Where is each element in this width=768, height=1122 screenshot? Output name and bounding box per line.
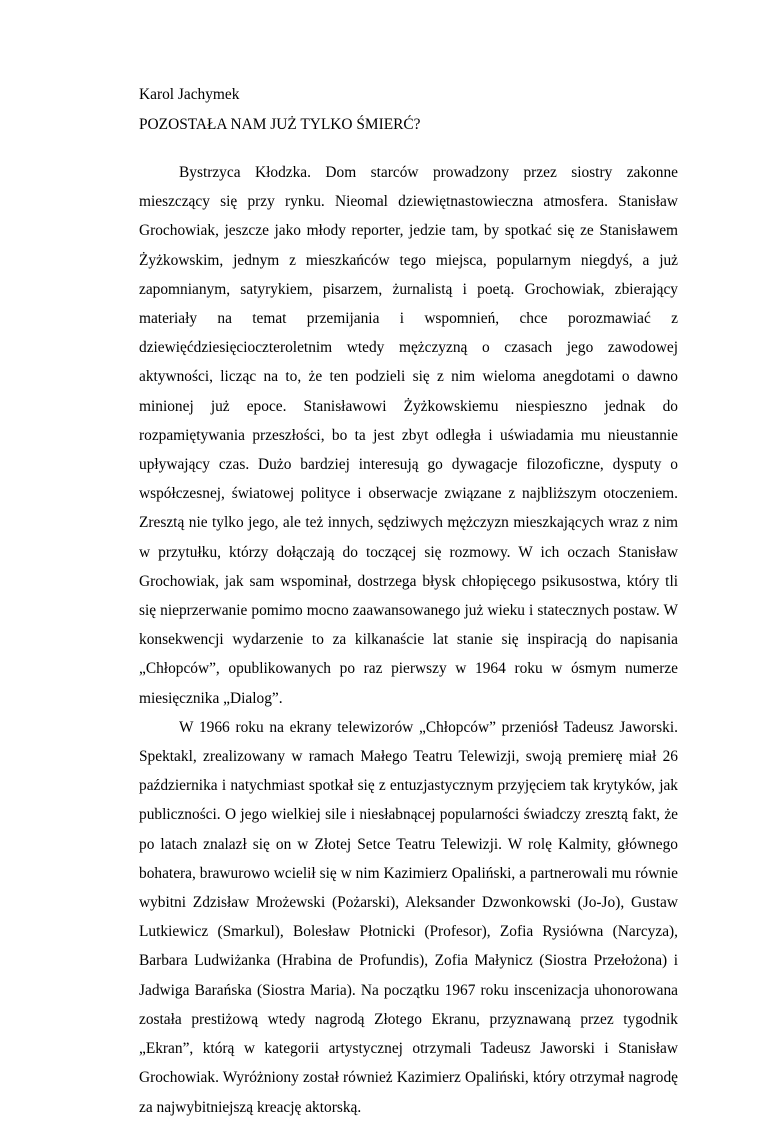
document-title: POZOSTAŁA NAM JUŻ TYLKO ŚMIERĆ? bbox=[139, 116, 421, 133]
paragraph-2: W 1966 roku na ekrany telewizorów „Chłopców” przeniósł Tadeusz Jaworski. Spektakl, zrealizowany w ramach Małego Teatru Telewizji, swoją premierę miał 26 października i natychmiast spotkał się z entuzjastycznym przyjęciem tak krytyków, jak publiczności. O jego wielkiej sile i niesłabnącej popularności świadczy zresztą fakt, że po latach znalazł się on w Złotej Setce Teatru Telewizji. W rolę Kalmity, głównego bohatera, brawurowo wcielił się w nim Kazimierz Opaliński, a partnerowali mu równie wybitni Zdzisław Mrożewski (Pożarski), Aleksander Dzwonkowski (Jo-Jo), Gustaw Lutkiewicz (Smarkul), Bolesław Płotnicki (Profesor), Zofia Rysiówna (Narcyza), Barbara Ludwiżanka (Hrabina de Profundis), Zofia Małynicz (Siostra Przełożona) i Jadwiga Barańska (Siostra Maria). Na początku 1967 roku inscenizacja uhonorowana została prestiżową wtedy nagrodą Złotego Ekranu, przyznawaną przez tygodnik „Ekran”, którą w kategorii artystycznej otrzymali Tadeusz Jaworski i Stanisław Grochowiak. Wyróżniony został również Kazimierz Opaliński, który otrzymał nagrodę za najwybitniejszą kreację aktorską. bbox=[139, 718, 678, 1116]
paragraph-1: Bystrzyca Kłodzka. Dom starców prowadzony przez siostry zakonne mieszczący się przy rynku. Nieomal dziewiętnastowieczna atmosfera. Stanisław Grochowiak, jeszcze jako młody reporter, jedzie tam, by spotkać się ze Stanisławem Żyżkowskim, jednym z mieszkańców tego miejsca, popularnym niegdyś, a już zapomnianym, satyrykiem, pisarzem, żurnalistą i poetą. Grochowiak, zbierający materiały na temat przemijania i wspomnień, chce porozmawiać z dziewięćdziesięcioczteroletnim wtedy mężczyzną o czasach jego zawodowej aktywności, licząc na to, że ten podzieli się z nim wieloma anegdotami o dawno minionej już epoce. Stanisławowi Żyżkowskiemu niespieszno jednak do rozpamiętywania przeszłości, bo ta jest zbyt odległa i uświadamia mu nieustannie upływający czas. Dużo bardziej interesują go dywagacje filozoficzne, dysputy o współczesnej, światowej polityce i obserwacje związane z najbliższym otoczeniem. Zresztą nie tylko jego, ale też innych, sędziwych mężczyzn mieszkających wraz z nim w przytułku, którzy dołączają do toczącej się rozmowy. W ich oczach Stanisław Grochowiak, jak sam wspominał, dostrzega błysk chłopięcego psikusostwa, który tli się nieprzerwanie pomimo mocno zaawansowanego już wieku i statecznych postaw. W konsekwencji wydarzenie to za kilkanaście lat stanie się inspiracją do napisania „Chłopców”, opublikowanych po raz pierwszy w 1964 roku w ósmym numerze miesięcznika „Dialog”. bbox=[139, 164, 678, 707]
document-header bbox=[139, 80, 699, 140]
document-body bbox=[139, 158, 678, 1122]
author-name: Karol Jachymek bbox=[139, 86, 240, 103]
